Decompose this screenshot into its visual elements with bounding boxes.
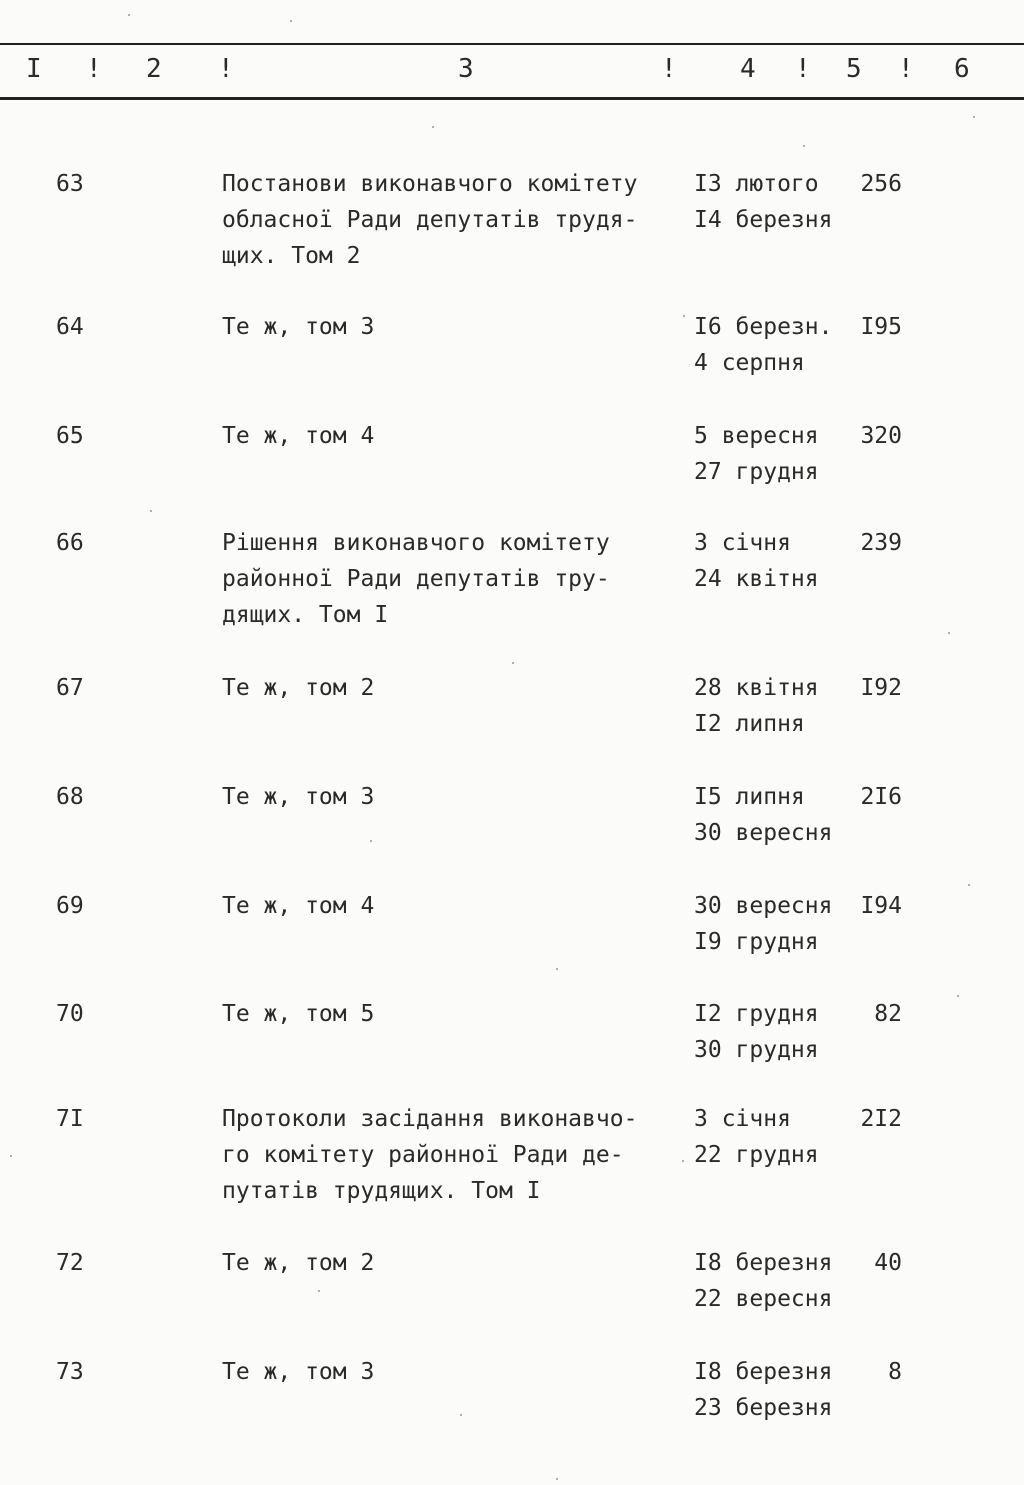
row-dates: 3 січня 24 квітня [694,530,819,592]
column-header-1: I [26,54,42,84]
column-header-2: 2 [146,54,162,84]
scan-speck [948,632,950,634]
row-number: 70 [56,1001,84,1027]
row-number: 72 [56,1250,84,1276]
row-sheet-count: 40 [874,1250,902,1276]
column-header-5: 5 [846,54,862,84]
row-dates: 30 вересня I9 грудня [694,893,833,955]
column-separator: ! [86,54,102,84]
row-sheet-count: I95 [860,314,902,340]
row-dates: I8 березня 22 вересня [694,1250,833,1312]
scan-speck [556,1478,558,1480]
scan-speck [10,1155,12,1157]
row-number: 65 [56,423,84,449]
row-sheet-count: 239 [860,530,902,556]
row-title: Рішення виконавчого комітету районної Ради депутатів тру- дящих. Том I [222,530,610,628]
row-sheet-count: I92 [860,675,902,701]
row-number: 63 [56,171,84,197]
row-dates: I3 лютого I4 березня [694,171,833,233]
row-sheet-count: I94 [860,893,902,919]
scan-speck [290,20,292,22]
row-number: 67 [56,675,84,701]
row-title: Протоколи засідання виконавчо- го комітету районної Ради де- путатів трудящих. Том I [222,1106,638,1204]
row-sheet-count: 256 [860,171,902,197]
row-number: 68 [56,784,84,810]
header-bottom-rule [0,97,1024,100]
row-sheet-count: 2I6 [860,784,902,810]
scan-speck [460,1414,462,1416]
scan-speck [803,145,805,147]
scan-speck [682,1160,684,1162]
scan-speck [973,116,975,118]
row-number: 64 [56,314,84,340]
row-dates: I6 березн. 4 серпня [694,314,833,376]
scan-speck [683,315,685,317]
row-dates: I5 липня 30 вересня [694,784,833,846]
column-separator: ! [898,54,914,84]
row-number: 7I [56,1106,84,1132]
scan-speck [432,126,434,128]
column-header-3: 3 [458,54,474,84]
row-title: Те ж, том 3 [222,1359,375,1385]
row-dates: 5 вересня 27 грудня [694,423,819,485]
scan-speck [370,840,372,842]
row-dates: 3 січня 22 грудня [694,1106,819,1168]
scan-speck [128,14,130,16]
row-dates: 28 квітня I2 липня [694,675,819,737]
row-number: 69 [56,893,84,919]
column-header-4: 4 [740,54,756,84]
column-separator: ! [661,54,677,84]
row-sheet-count: 8 [888,1359,902,1385]
row-dates: I8 березня 23 березня [694,1359,833,1421]
column-separator: ! [795,54,811,84]
header-top-rule [0,43,1024,45]
row-dates: I2 грудня 30 грудня [694,1001,819,1063]
row-number: 73 [56,1359,84,1385]
scan-speck [968,884,970,886]
scan-speck [512,662,514,664]
column-header-6: 6 [954,54,970,84]
row-title: Те ж, том 4 [222,423,375,449]
row-sheet-count: 320 [860,423,902,449]
row-title: Постанови виконавчого комітету обласної Ради депутатів трудя- щих. Том 2 [222,171,638,269]
row-title: Те ж, том 3 [222,784,375,810]
row-title: Те ж, том 4 [222,893,375,919]
row-sheet-count: 82 [874,1001,902,1027]
row-title: Те ж, том 2 [222,675,375,701]
row-number: 66 [56,530,84,556]
row-title: Те ж, том 2 [222,1250,375,1276]
scan-speck [957,995,959,997]
scan-speck [556,968,558,970]
scan-speck [318,1290,320,1292]
row-title: Те ж, том 5 [222,1001,375,1027]
row-title: Те ж, том 3 [222,314,375,340]
column-separator: ! [218,54,234,84]
row-sheet-count: 2I2 [860,1106,902,1132]
scan-speck [150,510,152,512]
